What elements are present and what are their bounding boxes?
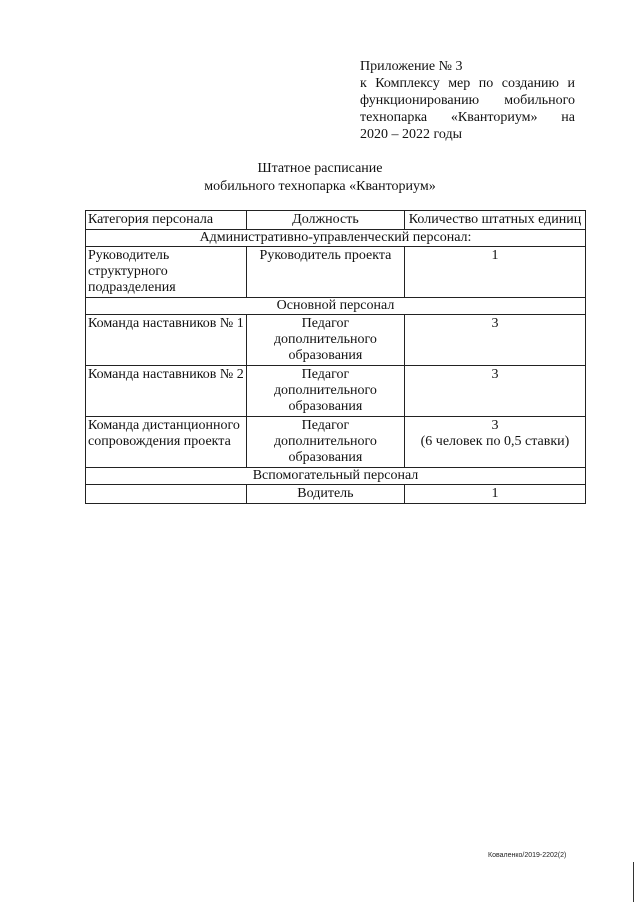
scan-edge-line	[633, 862, 634, 902]
cell-position: Педагог дополнительного образования	[246, 366, 404, 417]
cell-category	[86, 485, 247, 504]
appendix-line: технопарка «Кванториум» на	[360, 110, 575, 125]
count-value: 1	[491, 486, 499, 501]
section-title-main: Основной персонал	[86, 298, 586, 315]
cell-category: Команда наставников № 1	[86, 315, 247, 366]
cell-count	[404, 315, 585, 366]
table-row	[86, 417, 586, 468]
header-count: Количество штатных единиц	[404, 211, 585, 230]
cell-count	[404, 417, 585, 468]
table-header-row	[86, 211, 586, 230]
appendix-line: функционированию мобильного	[360, 93, 575, 108]
count-value: 3	[491, 367, 499, 382]
table-row	[86, 366, 586, 417]
cell-position: Водитель	[246, 485, 404, 504]
section-title-support: Вспомогательный персонал	[86, 468, 586, 485]
count-value: 1	[491, 248, 499, 263]
count-note: (6 человек по 0,5 ставки)	[420, 434, 570, 449]
section-row	[86, 298, 586, 315]
cell-position: Педагог дополнительного образования	[246, 417, 404, 468]
section-row	[86, 230, 586, 247]
header-category: Категория персонала	[86, 211, 247, 230]
cell-count	[404, 247, 585, 298]
table-row	[86, 315, 586, 366]
appendix-line: к Комплексу мер по созданию и	[360, 76, 575, 91]
cell-count	[404, 366, 585, 417]
count-value: 3	[491, 316, 499, 331]
table-row	[86, 247, 586, 298]
document-code: Коваленко/2019-2202(2)	[488, 852, 567, 859]
section-row	[86, 468, 586, 485]
staff-table	[85, 210, 586, 504]
cell-category: Команда наставников № 2	[86, 366, 247, 417]
document-title: Штатное расписание	[257, 161, 383, 176]
appendix-line: 2020 – 2022 годы	[360, 127, 463, 142]
document-subtitle: мобильного технопарка «Кванториум»	[204, 179, 436, 194]
cell-category: Команда дистанционного сопровождения проекта	[86, 417, 247, 468]
cell-category: Руководитель структурного подразделения	[86, 247, 247, 298]
section-title-admin: Административно-управленческий персонал:	[86, 230, 586, 247]
cell-count	[404, 485, 585, 504]
cell-position: Педагог дополнительного образования	[246, 315, 404, 366]
appendix-title: Приложение № 3	[360, 59, 463, 74]
header-position: Должность	[246, 211, 404, 230]
count-value: 3	[491, 418, 499, 433]
table-row	[86, 485, 586, 504]
cell-position: Руководитель проекта	[246, 247, 404, 298]
appendix-block	[360, 58, 575, 143]
